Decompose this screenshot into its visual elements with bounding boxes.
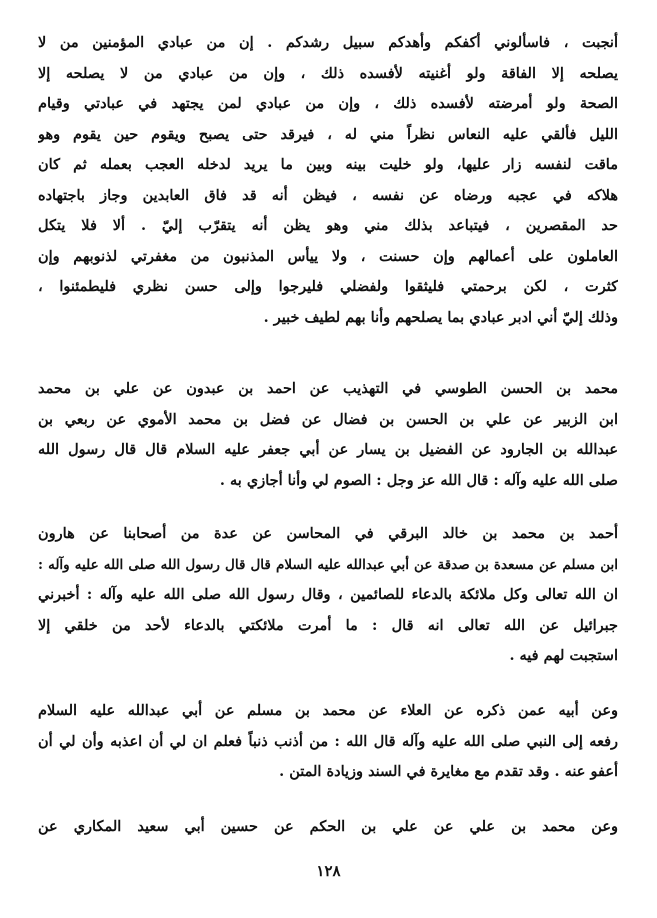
text-line: أنجبت ، فاسألوني أكفكم وأهدكم سبيل رشدكم . إن من عبادي المؤمنين من لا [38, 34, 618, 51]
text-line: ماقت لنفسه زار عليها، ولو خليت بينه وبين ما يريد لدخله العجب بعمله ثم كان [38, 156, 618, 173]
text-line: ابن مسلم عن مسعدة بن صدقة عن أبي عبدالله عليه السلام قال قال رسول الله صلى الله عليه وآله : [38, 556, 618, 573]
text-line: الصحة ولو أمرضته لأفسده ذلك ، وإن من عبادي لمن يجتهد في عبادتي وقيام [38, 95, 618, 112]
text-line: هلاكه في عجبه ورضاه عن نفسه ، فيظن أنه قد فاق العابدين وجاز باجتهاده [38, 186, 618, 204]
text-line: يصلحه إلا الفاقة ولو أغنيته لأفسده ذلك ، وإن من عبادي من لا يصلحه إلا [38, 64, 618, 82]
text-line: محمد بن الحسن الطوسي في التهذيب عن احمد بن عبدون عن علي بن محمد [38, 380, 618, 397]
text-line: عبدالله بن الجارود عن الفضيل بن يسار عن أبي جعفر عليه السلام قال قال رسول الله [38, 441, 618, 458]
text-line: رفعه إلى النبي صلى الله عليه وآله قال الله : من أذنب ذنباً فعلم ان لي أن اعذبه وأن لي أن [38, 732, 618, 750]
text-line: ان الله تعالى وكل ملائكة بالدعاء للصائمين ، وقال رسول الله صلى الله عليه وآله : أخبرني [38, 586, 618, 603]
text-line: أحمد بن محمد بن خالد البرقي في المحاسن عن عدة من أصحابنا عن هارون [38, 525, 618, 542]
text-line: العاملون على أعمالهم وإن حسنت ، ولا ييأس المذنبون من مغفرتي لذنوبهم وإن [38, 247, 618, 265]
text-line: كثرت ، لكن برحمتي فليثقوا ولفضلي فليرجوا وإلى حسن نظري فليطمئنوا ، [38, 278, 618, 295]
paragraph-hadith-self-admiration [38, 28, 618, 333]
paragraph-hadith-chain-continued [38, 812, 618, 843]
text-line: صلى الله عليه وآله : قال الله عز وجل : الصوم لي وأنا أجازي به . [219, 471, 618, 489]
paragraph-hadith-fasting [38, 374, 618, 496]
text-line: حد المقصرين ، فيتباعد بذلك مني وهو يظن أنه يتقرّب إليّ . ألا فلا يتكل [38, 217, 618, 234]
text-line: وذلك إليّ أني ادبر عبادي بما يصلحهم وأنا بهم لطيف خبير . [263, 308, 618, 326]
text-line: أعفو عنه . وقد تقدم مع مغايرة في السند وزيادة المتن . [279, 763, 618, 780]
text-line: الليل فألقي عليه النعاس نظراً مني له ، فيرقد حتى يصبح ويقوم حين يقوم وهو [38, 125, 618, 143]
paragraph-hadith-forgiveness [38, 696, 618, 788]
text-line: وعن أبيه عمن ذكره عن العلاء عن محمد بن مسلم عن أبي عبدالله عليه السلام [38, 702, 618, 719]
text-line: وعن محمد بن علي عن علي بن الحكم عن حسين أبي سعيد المكاري عن [38, 818, 618, 835]
text-line: جبرائيل عن الله تعالى انه قال : ما أمرت ملائكتي بالدعاء لأحد من خلقي إلا [38, 616, 618, 634]
text-line: ابن الزبير عن علي بن الحسن بن فضال عن فضل بن محمد الأموي عن ربعي بن [38, 410, 618, 428]
paragraph-hadith-angels-prayer [38, 519, 618, 672]
text-line: استجبت لهم فيه . [509, 647, 618, 664]
page-number: ١٢٨ [316, 862, 341, 880]
